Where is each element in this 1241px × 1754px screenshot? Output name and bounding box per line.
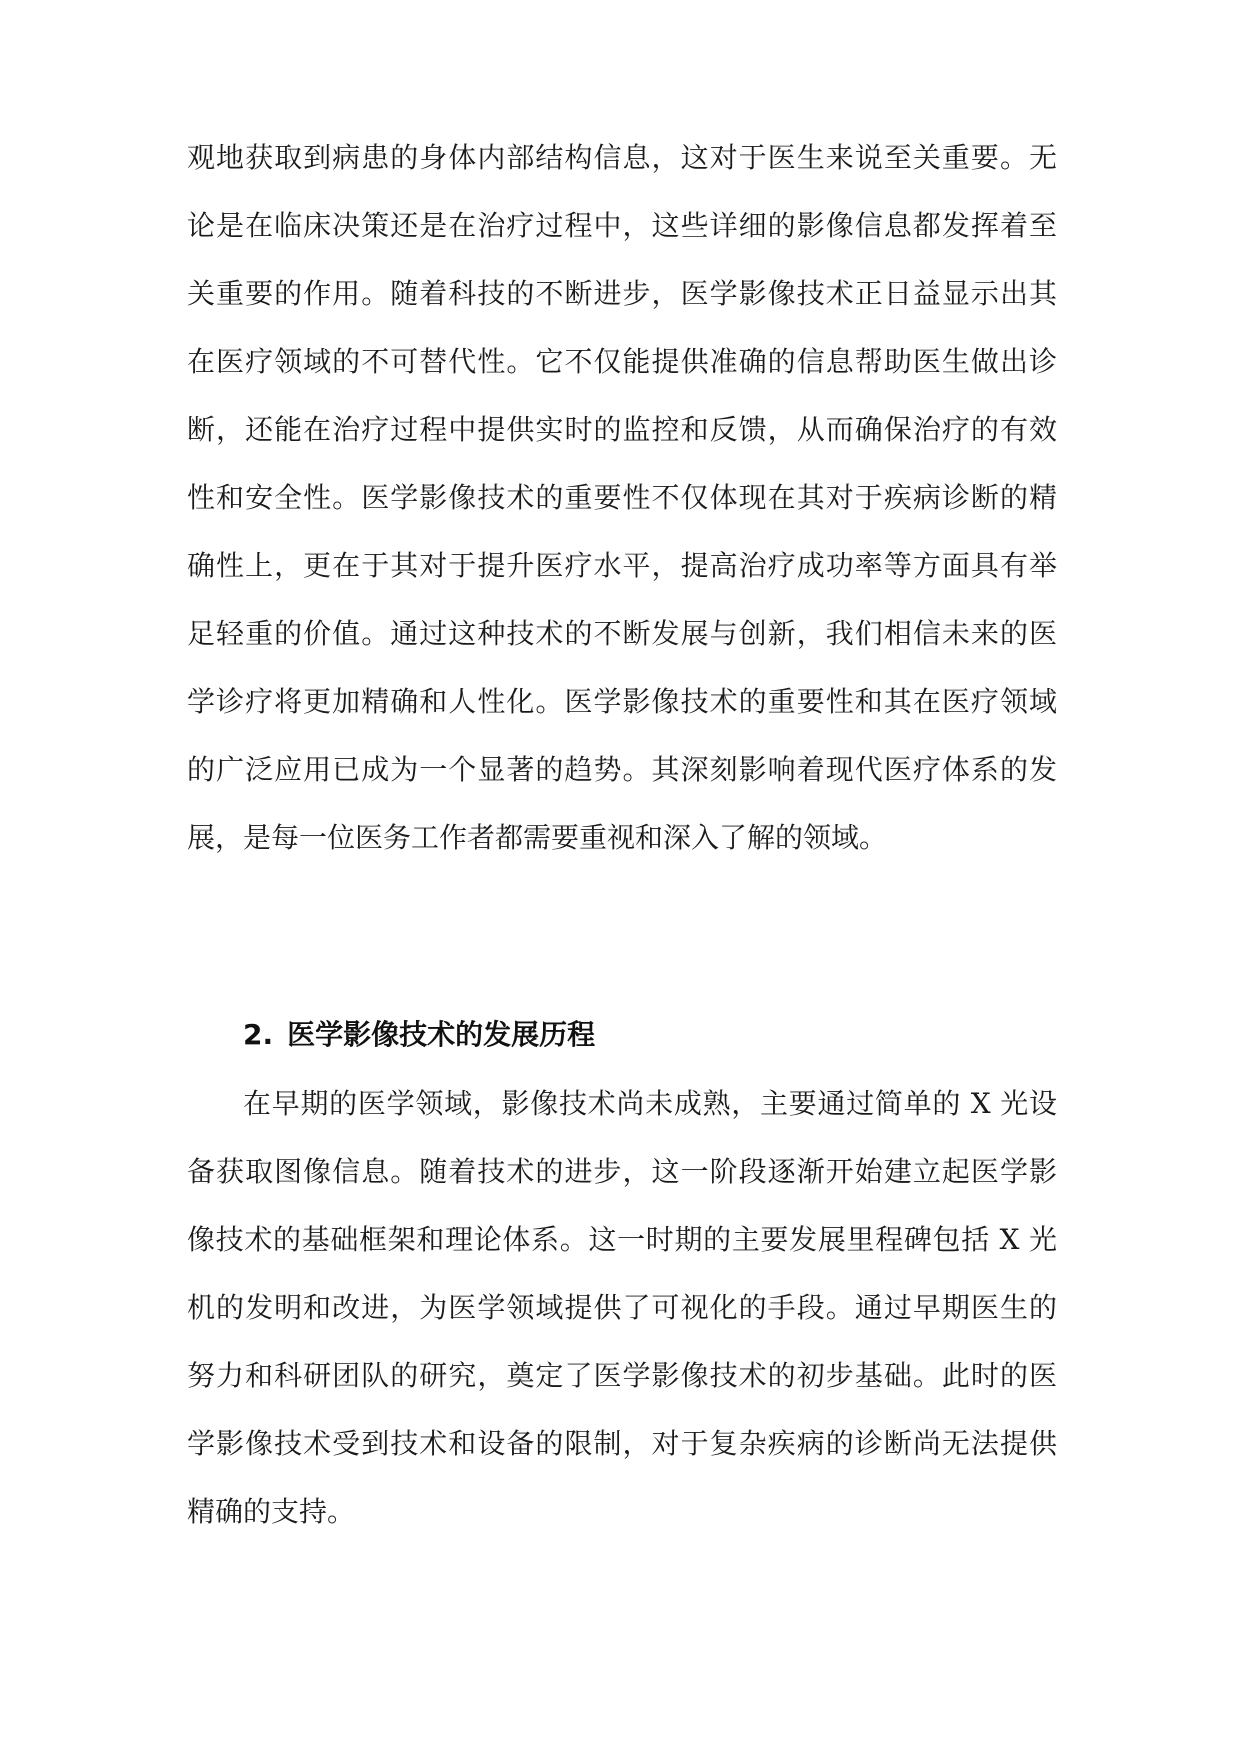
- paragraph-2-line-4: 机的发明和改进，为医学领域提供了可视化的手段。通过早期医生的: [187, 1291, 1057, 1324]
- paragraph-2-line-6: 学影像技术受到技术和设备的限制，对于复杂疾病的诊断尚无法提供: [187, 1427, 1057, 1460]
- paragraph-2-line-5: 努力和科研团队的研究，奠定了医学影像技术的初步基础。此时的医: [187, 1359, 1057, 1392]
- paragraph-1-line-11: 展，是每一位医务工作者都需要重视和深入了解的领域。: [187, 821, 888, 854]
- paragraph-1-line-6: 性和安全性。医学影像技术的重要性不仅体现在其对于疾病诊断的精: [187, 481, 1057, 514]
- section-title: 医学影像技术的发展历程: [287, 1018, 596, 1051]
- paragraph-1-line-9: 学诊疗将更加精确和人性化。医学影像技术的重要性和其在医疗领域: [187, 685, 1057, 718]
- section-heading: [243, 1001, 595, 1069]
- paragraph-2-line-7: 精确的支持。: [187, 1495, 356, 1528]
- paragraph-2-line-2: 备获取图像信息。随着技术的进步，这一阶段逐渐开始建立起医学影: [187, 1155, 1057, 1188]
- paragraph-1-line-2: 论是在临床决策还是在治疗过程中，这些详细的影像信息都发挥着至: [187, 209, 1057, 242]
- paragraph-2-line-1: 在早期的医学领域，影像技术尚未成熟，主要通过简单的 X 光设: [243, 1087, 1057, 1120]
- paragraph-1: [187, 124, 1057, 872]
- paragraph-1-line-4: 在医疗领域的不可替代性。它不仅能提供准确的信息帮助医生做出诊: [187, 345, 1057, 378]
- paragraph-1-line-8: 足轻重的价值。通过这种技术的不断发展与创新，我们相信未来的医: [187, 617, 1057, 650]
- paragraph-1-line-1: 观地获取到病患的身体内部结构信息，这对于医生来说至关重要。无: [187, 141, 1057, 174]
- section-number: 2.: [243, 1018, 274, 1051]
- paragraph-2-line-3: 像技术的基础框架和理论体系。这一时期的主要发展里程碑包括 X 光: [187, 1223, 1057, 1256]
- paragraph-1-line-10: 的广泛应用已成为一个显著的趋势。其深刻影响着现代医疗体系的发: [187, 753, 1057, 786]
- paragraph-1-line-3: 关重要的作用。随着科技的不断进步，医学影像技术正日益显示出其: [187, 277, 1057, 310]
- paragraph-2: [187, 1070, 1057, 1546]
- paragraph-1-line-5: 断，还能在治疗过程中提供实时的监控和反馈，从而确保治疗的有效: [187, 413, 1057, 446]
- paragraph-1-line-7: 确性上，更在于其对于提升医疗水平，提高治疗成功率等方面具有举: [187, 549, 1057, 582]
